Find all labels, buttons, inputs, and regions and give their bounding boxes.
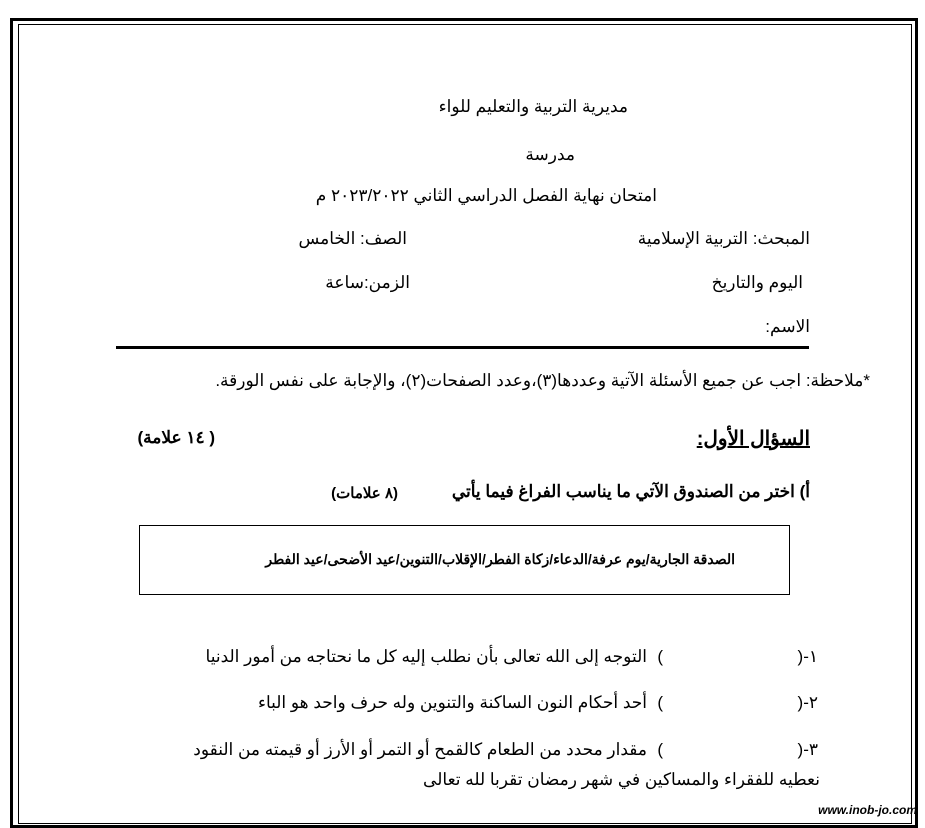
item-1-text: التوجه إلى الله تعالى بأن نطلب إليه كل ما نحتاجه من أمور الدنيا [205,647,647,666]
footer-website: www.inob-jo.com [818,803,917,817]
time-label: الزمن:ساعة [325,273,410,292]
item-2-blank-close: ) [657,693,663,712]
item-2-text: أحد أحكام النون الساكنة والتنوين وله حرف واحد هو الباء [257,693,647,712]
part-a-instruction: أ) اختر من الصندوق الآتي ما يناسب الفراغ فيما يأتي [451,482,810,501]
question1-marks: ( ١٤ علامة) [137,428,215,447]
item-3-text: مقدار محدد من الطعام كالقمح أو التمر أو الأرز أو قيمته من النقود [193,740,647,759]
item-3-text-line2: نعطيه للفقراء والمساكين في شهر رمضان تقربا لله تعالى [423,770,820,789]
school-text: مدرسة [525,145,575,164]
exam-note: *ملاحظة: اجب عن جميع الأسئلة الآتية وعددها(٣)،وعدد الصفحات(٢)، والإجابة على نفس الورقة. [215,371,870,390]
header-divider [116,346,809,349]
item-1-blank-close: ) [657,647,663,666]
item-3-number: ٣-( [797,740,818,759]
name-label: الاسم: [765,317,810,336]
exam-title: امتحان نهاية الفصل الدراسي الثاني ٢٠٢٣/٢٠٢٢ م [315,186,657,205]
directorate-text: مديرية التربية والتعليم للواء [438,97,628,116]
item-3-blank-close: ) [657,740,663,759]
item-1-number: ١-( [797,647,818,666]
word-box-text: الصدقة الجارية/يوم عرفة/الدعاء/زكاة الفطر/الإقلاب/التنوين/عيد الأضحى/عيد الفطر [265,551,735,567]
day-date-label: اليوم والتاريخ [711,273,803,292]
grade-label: الصف: الخامس [298,229,407,248]
part-a-marks: (٨ علامات) [331,485,398,502]
item-2-number: ٢-( [797,693,818,712]
question1-title: السؤال الأول: [696,428,810,450]
subject-label: المبحث: التربية الإسلامية [637,229,810,248]
